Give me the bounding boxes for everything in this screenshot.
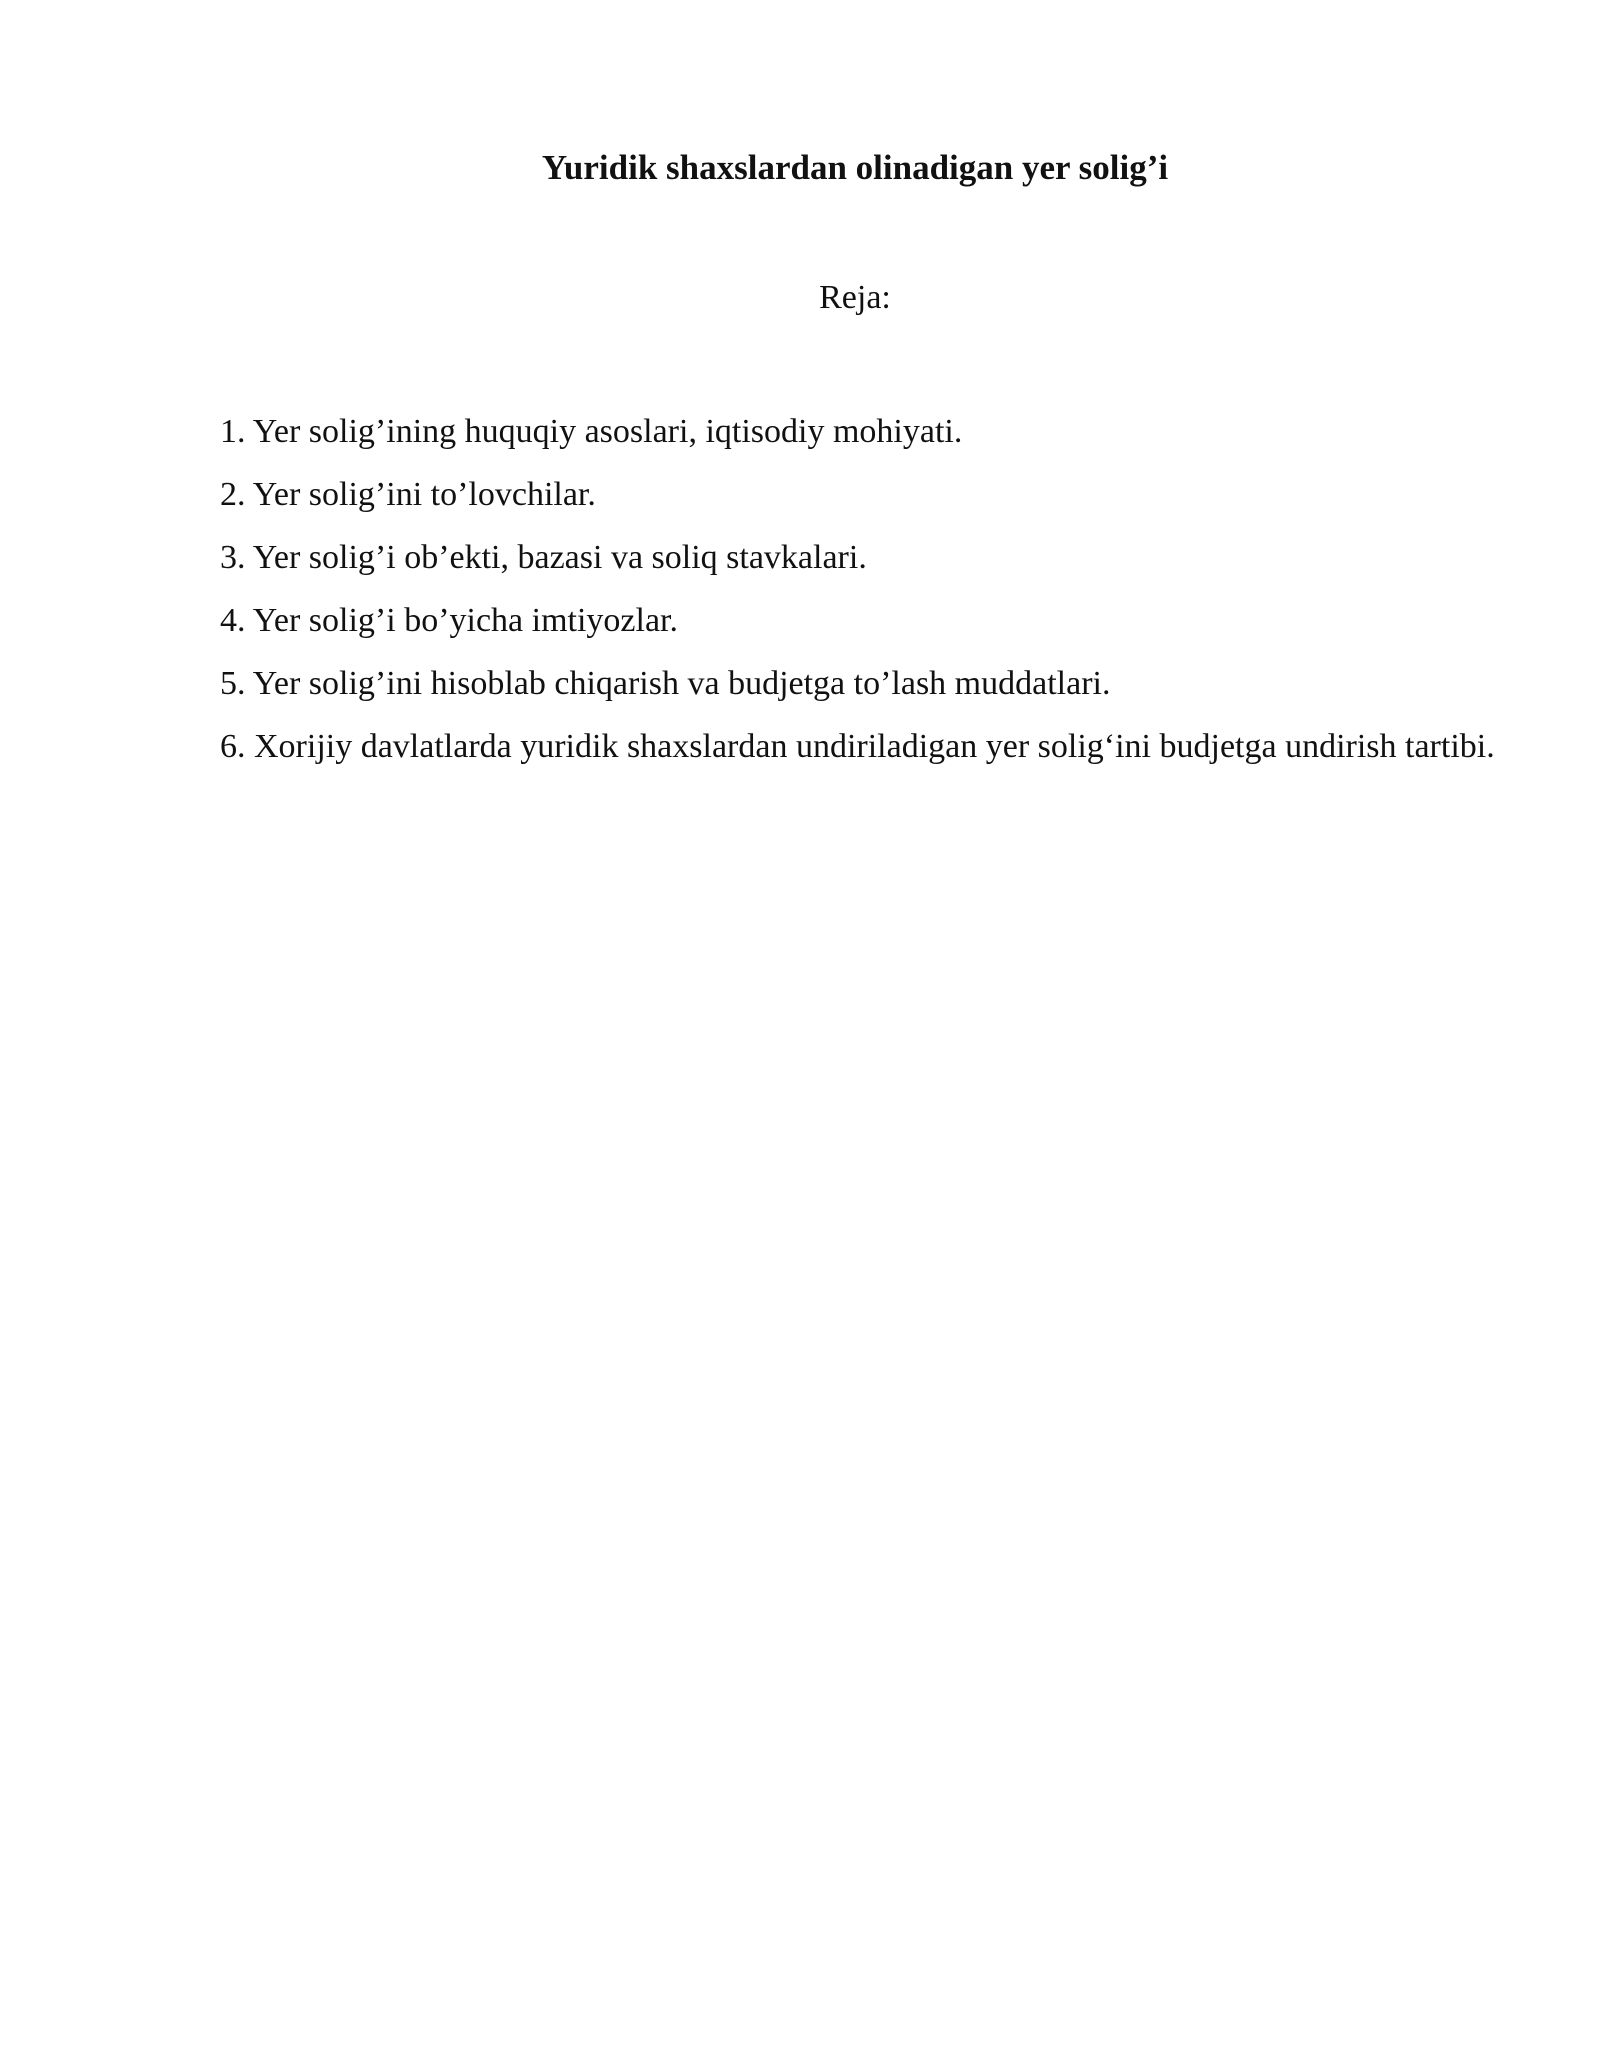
plan-item: 2. Yer solig’ini to’lovchilar. bbox=[220, 476, 596, 513]
plan-list bbox=[220, 400, 1500, 778]
plan-item: 3. Yer solig’i ob’ekti, bazasi va soliq stavkalari. bbox=[220, 539, 867, 576]
document-title: Yuridik shaxslardan olinadigan yer solig’i bbox=[541, 148, 1169, 187]
plan-item: 5. Yer solig’ini hisoblab chiqarish va budjetga to’lash muddatlari. bbox=[220, 665, 1111, 702]
plan-heading: Reja: bbox=[819, 279, 891, 316]
plan-item: 6. Xorijiy davlatlarda yuridik shaxslardan undiriladigan yer solig‘ini budjetga undirish tartibi. bbox=[220, 728, 1495, 765]
plan-item: 4. Yer solig’i bo’yicha imtiyozlar. bbox=[220, 602, 679, 639]
plan-item: 1. Yer solig’ining huquqiy asoslari, iqtisodiy mohiyati. bbox=[220, 413, 963, 450]
